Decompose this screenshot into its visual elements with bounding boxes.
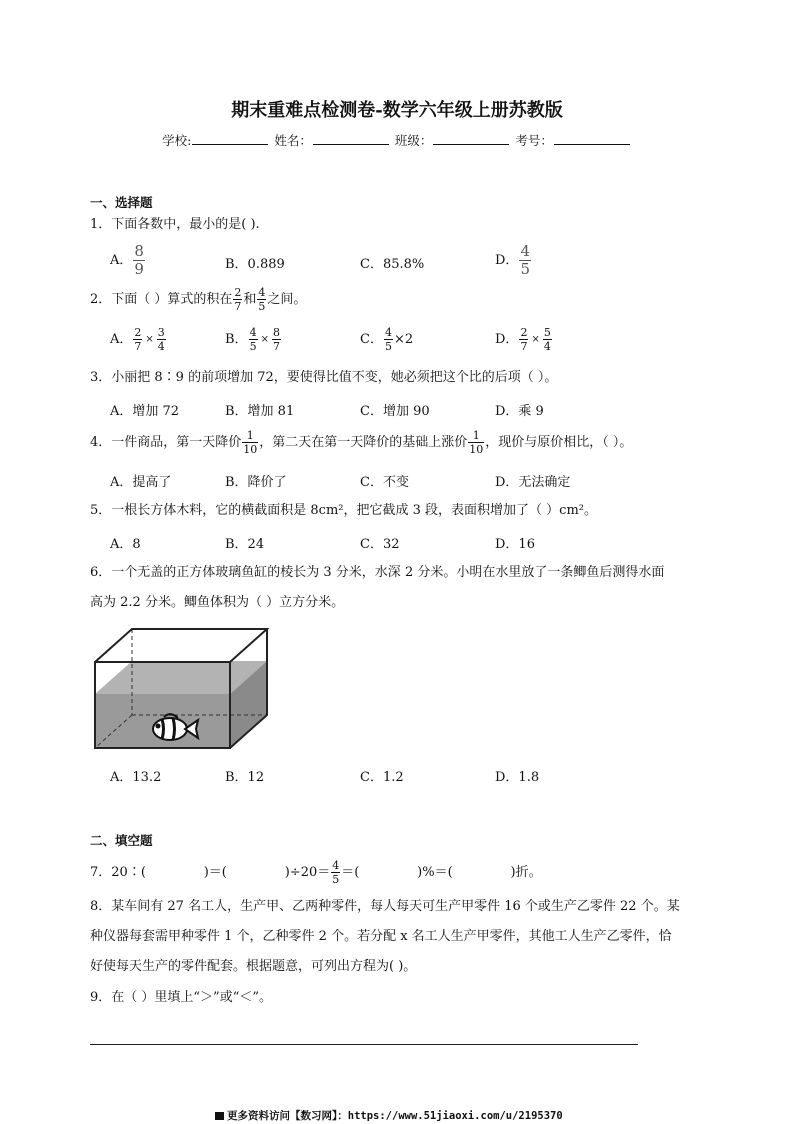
question-6-line-2: 高为 2.2 分米。鲫鱼体积为（ ）立方分米。 [90, 595, 345, 610]
page-title: 期末重难点检测卷-数学六年级上册苏教版 [231, 100, 563, 121]
question-5-option-a[interactable]: A．8 [110, 537, 141, 552]
question-3-text: 3．小丽把 8∶9 的前项增加 72，要使得比值不变，她必须把这个比的后项（ ）。 [90, 370, 558, 385]
fraction: $\frac{8}{9}$ [134, 242, 144, 278]
exam-no-blank[interactable] [554, 132, 630, 145]
question-1-option-c[interactable]: C．85.8% [360, 257, 425, 272]
question-4-option-c[interactable]: C．不变 [360, 475, 409, 490]
question-1-option-d[interactable]: D． $\frac{4}{5}$ [495, 242, 530, 278]
section-fill-title: 二、填空题 [90, 833, 153, 848]
name-blank[interactable] [313, 132, 389, 145]
school-label: 学校: [162, 133, 192, 148]
question-6-option-c[interactable]: C．1.2 [360, 770, 404, 785]
question-1-option-b[interactable]: B．0.889 [225, 257, 285, 272]
question-2-option-d[interactable]: D． $\frac{2}{7}$ × $\frac{5}{4}$ [495, 326, 551, 353]
question-3-option-a[interactable]: A．增加 72 [110, 404, 180, 419]
name-label: 姓名： [274, 133, 312, 148]
class-label: 班级： [394, 133, 433, 148]
question-6-line-1: 6．一个无盖的正方体玻璃鱼缸的棱长为 3 分米，水深 2 分米。小明在水里放了一条鲫鱼后测得水面 [90, 565, 665, 580]
question-6-option-b[interactable]: B．12 [225, 770, 265, 785]
question-2-option-a[interactable]: A． $\frac{2}{7}$ × $\frac{3}{4}$ [110, 326, 165, 353]
fraction: $\frac{4}{5}$ [332, 859, 340, 886]
footer-divider [90, 1044, 638, 1045]
question-5-text: 5．一根长方体木料，它的横截面积是 8cm²，把它截成 3 段，表面积增加了（ ）cm²。 [90, 503, 597, 518]
fraction: $\frac{1}{10}$ [469, 429, 484, 456]
fraction: $\frac{1}{10}$ [243, 429, 258, 456]
question-9-text: 9．在（ ）里填上“＞”或“＜”。 [90, 990, 272, 1005]
question-2-option-b[interactable]: B． $\frac{4}{5}$ × $\frac{8}{7}$ [225, 326, 280, 353]
fraction: $\frac{2}{7}$ [234, 286, 242, 313]
question-6-option-d[interactable]: D．1.8 [495, 770, 540, 785]
exam-no-label: 考号： [515, 133, 553, 148]
question-2-option-c[interactable]: C． $\frac{4}{5}$ ×2 [360, 326, 414, 353]
fish-tank-figure [92, 625, 272, 752]
fraction: $\frac{4}{5}$ [258, 286, 266, 313]
question-3-option-c[interactable]: C．增加 90 [360, 404, 430, 419]
question-8-line-2: 种仪器每套需甲种零件 1 个，乙种零件 2 个。若分配 x 名工人生产甲零件，其他工人生产乙零件，恰 [90, 929, 672, 944]
fraction: $\frac{4}{5}$ [520, 242, 530, 278]
question-4-option-b[interactable]: B．降价了 [225, 475, 287, 490]
school-blank[interactable] [192, 132, 268, 145]
student-info-line [0, 131, 794, 149]
question-4-text: 4．一件商品，第一天降价 $\frac{1}{10}$ ，第二天在第一天降价的基础上涨价 $\frac{1}{10}$ ，现价与原价相比，（ ）。 [90, 429, 633, 456]
footer-link[interactable]: 更多资料访问【数习网】：https://www.51jiaoxi.com/u/2195370 [215, 1108, 563, 1123]
question-7-text: 7．20∶( )＝( )÷20＝ $\frac{4}{5}$ ＝( )%＝( )折。 [90, 859, 542, 886]
question-2-text: 2．下面（ ）算式的积在 $\frac{2}{7}$ 和 $\frac{4}{5}$ 之间。 [90, 286, 307, 313]
question-1-option-a[interactable]: A． $\frac{8}{9}$ [110, 242, 144, 278]
question-8-line-3: 好使每天生产的零件配套。根据题意，可列出方程为( )。 [90, 959, 417, 974]
question-3-option-d[interactable]: D．乘 9 [495, 404, 544, 419]
question-6-option-a[interactable]: A．13.2 [110, 770, 162, 785]
flag-icon [215, 1112, 224, 1120]
question-4-option-d[interactable]: D．无法确定 [495, 475, 571, 490]
question-3-option-b[interactable]: B．增加 81 [225, 404, 295, 419]
question-8-line-1: 8．某车间有 27 名工人，生产甲、乙两种零件，每人每天可生产甲零件 16 个或生产乙零件 22 个。某 [90, 899, 680, 914]
class-blank[interactable] [433, 132, 509, 145]
question-4-option-a[interactable]: A．提高了 [110, 475, 172, 490]
question-5-option-b[interactable]: B．24 [225, 537, 265, 552]
section-choice-title: 一、选择题 [90, 195, 153, 210]
question-5-option-d[interactable]: D．16 [495, 537, 535, 552]
question-5-option-c[interactable]: C．32 [360, 537, 400, 552]
question-1-text: 1．下面各数中，最小的是( ). [90, 217, 260, 232]
